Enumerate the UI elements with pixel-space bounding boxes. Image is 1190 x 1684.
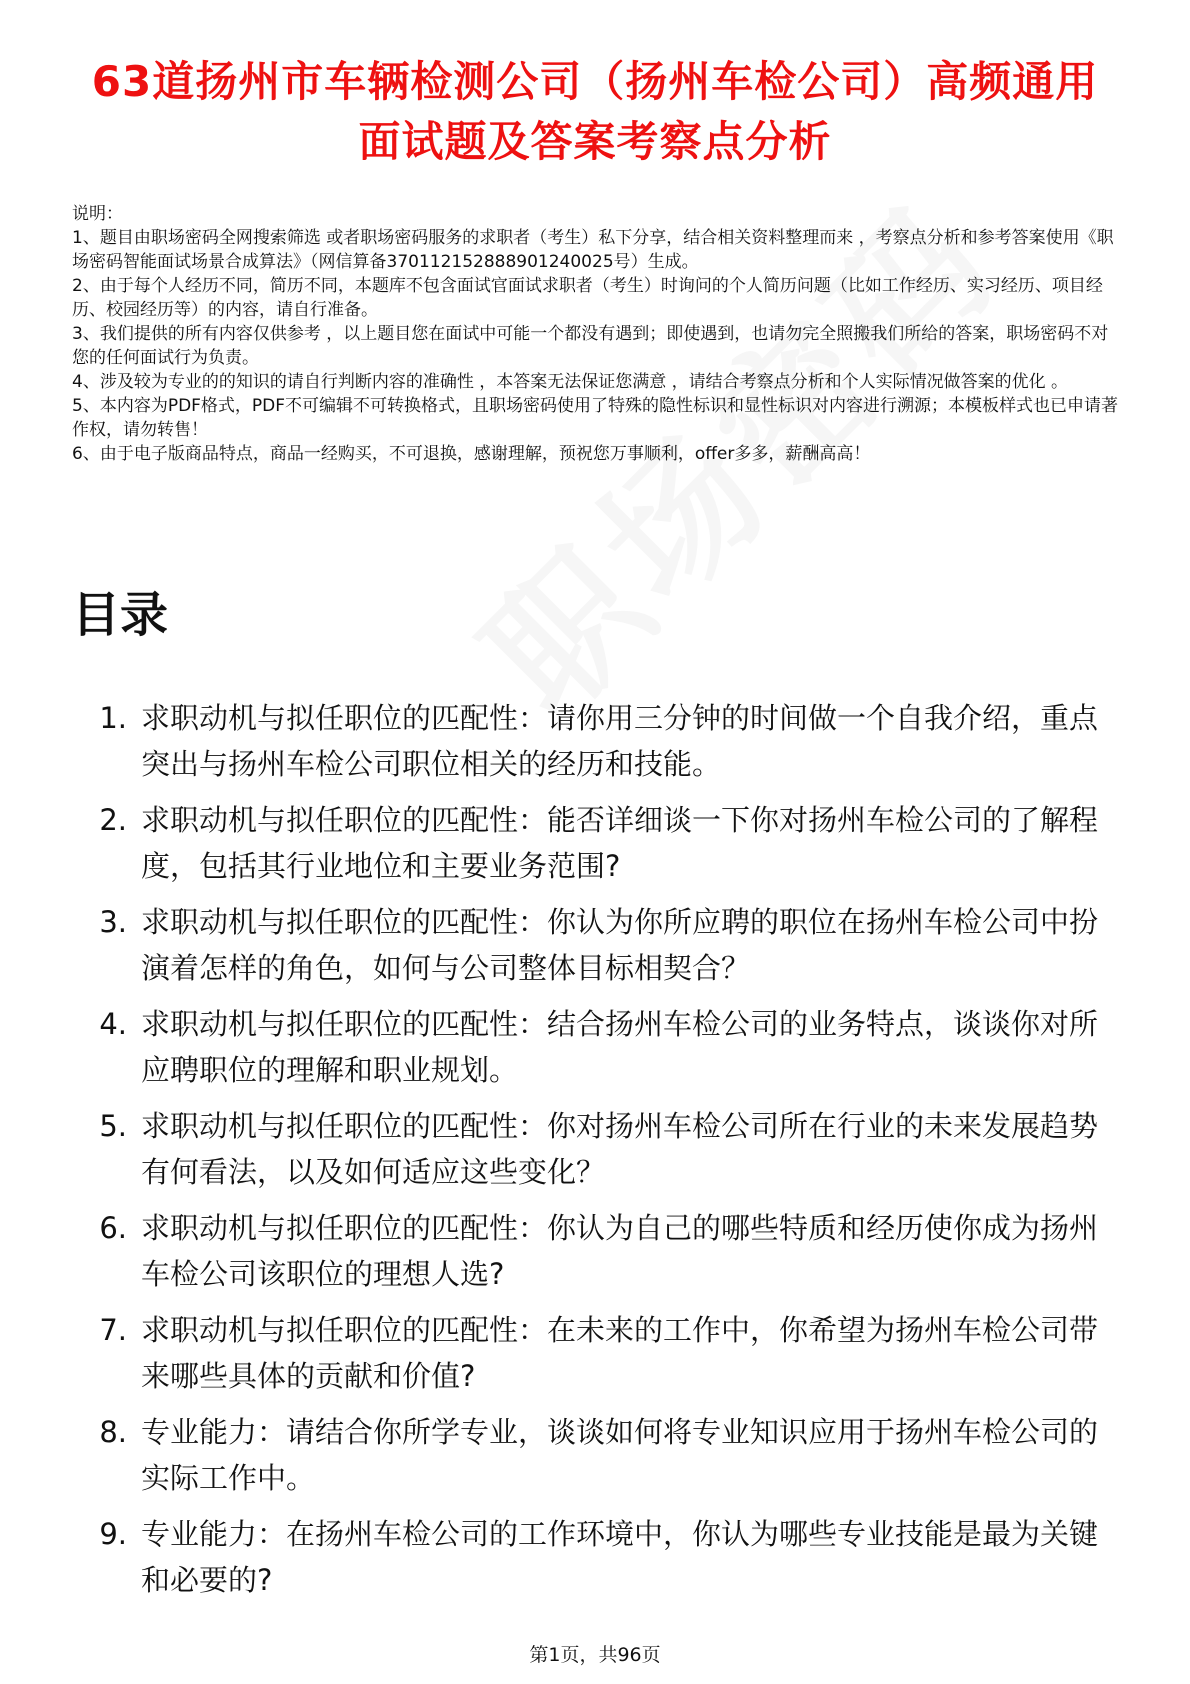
toc-item[interactable] <box>72 1511 1122 1603</box>
toc-item-number: 3. <box>99 905 127 939</box>
note-item: 5、本内容为PDF格式，PDF不可编辑不可转换格式，且职场密码使用了特殊的隐性标识和显性标识对内容进行溯源；本模板样式也已申请著作权，请勿转售！ <box>72 396 1119 440</box>
notes-section <box>72 202 1122 466</box>
toc-item-number: 5. <box>99 1109 127 1143</box>
toc-item[interactable] <box>72 899 1122 991</box>
toc-item[interactable] <box>72 797 1122 889</box>
toc-item-number: 1. <box>99 701 127 735</box>
toc-item-text: 专业能力：请结合你所学专业，谈谈如何将专业知识应用于扬州车检公司的实际工作中。 <box>141 1415 1099 1495</box>
toc-item[interactable] <box>72 1103 1122 1195</box>
toc-item-number: 9. <box>99 1517 127 1551</box>
toc-item-text: 求职动机与拟任职位的匹配性：在未来的工作中，你希望为扬州车检公司带来哪些具体的贡献和价值? <box>141 1313 1099 1393</box>
toc-item[interactable] <box>72 1409 1122 1501</box>
notes-heading: 说明： <box>72 204 123 224</box>
toc-item-number: 8. <box>99 1415 127 1449</box>
note-item: 4、涉及较为专业的的知识的请自行判断内容的准确性 ，本答案无法保证您满意 ，请结合考察点分析和个人实际情况做答案的优化 。 <box>72 372 1069 392</box>
toc-item[interactable] <box>72 1307 1122 1399</box>
toc-item-text: 求职动机与拟任职位的匹配性：请你用三分钟的时间做一个自我介绍，重点突出与扬州车检公司职位相关的经历和技能。 <box>141 701 1099 781</box>
toc-item-number: 6. <box>99 1211 127 1245</box>
toc-item[interactable] <box>72 695 1122 787</box>
toc-item-number: 2. <box>99 803 127 837</box>
note-item: 2、由于每个人经历不同，简历不同，本题库不包含面试官面试求职者（考生）时询问的个人简历问题（比如工作经历、实习经历、项目经历、校园经历等）的内容，请自行准备。 <box>72 276 1103 320</box>
document-title: 63道扬州市车辆检测公司（扬州车检公司）高频通用面试题及答案考察点分析 <box>91 57 1099 166</box>
toc-list <box>72 695 1122 1613</box>
toc-item[interactable] <box>72 1001 1122 1093</box>
note-item: 1、题目由职场密码全网搜索筛选 或者职场密码服务的求职者（考生）私下分享，结合相关资料整理而来 ，考察点分析和参考答案使用《职场密码智能面试场景合成算法》（网信算备370112152888901240025号）生成。 <box>72 228 1114 272</box>
page-number: 第1页，共96页 <box>529 1644 661 1666</box>
toc-item-number: 7. <box>99 1313 127 1347</box>
note-item: 6、由于电子版商品特点，商品一经购买，不可退换，感谢理解，预祝您万事顺利，offer多多，薪酬高高！ <box>72 444 871 464</box>
toc-item-number: 4. <box>99 1007 127 1041</box>
toc-item-text: 求职动机与拟任职位的匹配性：你认为自己的哪些特质和经历使你成为扬州车检公司该职位的理想人选? <box>141 1211 1099 1291</box>
toc-item-text: 求职动机与拟任职位的匹配性：能否详细谈一下你对扬州车检公司的了解程度，包括其行业地位和主要业务范围? <box>141 803 1099 883</box>
toc-item-text: 专业能力：在扬州车检公司的工作环境中，你认为哪些专业技能是最为关键和必要的? <box>141 1517 1099 1597</box>
toc-item-text: 求职动机与拟任职位的匹配性：你认为你所应聘的职位在扬州车检公司中扮演着怎样的角色，如何与公司整体目标相契合？ <box>141 905 1099 985</box>
toc-item-text: 求职动机与拟任职位的匹配性：你对扬州车检公司所在行业的未来发展趋势有何看法，以及如何适应这些变化？ <box>141 1109 1099 1189</box>
toc-heading: 目录 <box>72 587 169 643</box>
toc-item-text: 求职动机与拟任职位的匹配性：结合扬州车检公司的业务特点，谈谈你对所应聘职位的理解和职业规划。 <box>141 1007 1099 1087</box>
toc-item[interactable] <box>72 1205 1122 1297</box>
note-item: 3、我们提供的所有内容仅供参考 ，以上题目您在面试中可能一个都没有遇到；即使遇到，也请勿完全照搬我们所给的答案，职场密码不对您的任何面试行为负责。 <box>72 324 1109 368</box>
